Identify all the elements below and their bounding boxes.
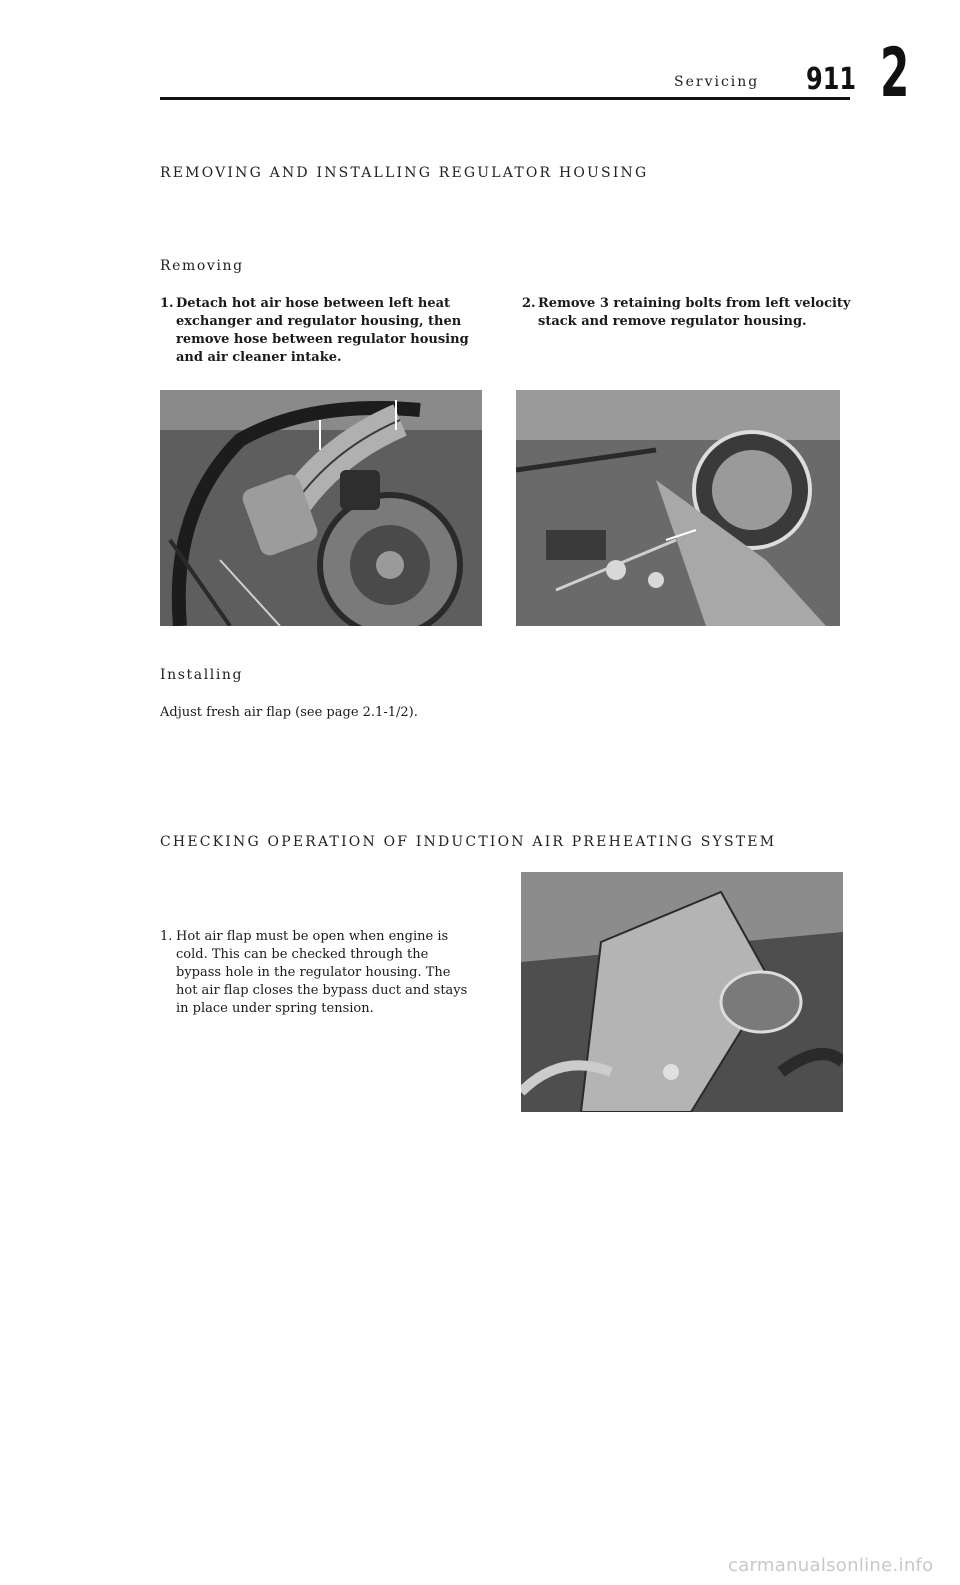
running-header-section: Servicing: [674, 74, 760, 90]
step-line: Hot air flap must be open when engine is: [176, 929, 449, 944]
installing-text: Adjust fresh air flap (see page 2.1-1/2).: [160, 705, 418, 720]
step-line: Remove 3 retaining bolts from left velocity: [538, 296, 851, 311]
photo-velocity-stack-bolts: [516, 390, 840, 626]
running-header-model: 911: [806, 62, 857, 97]
step-line: Detach hot air hose between left heat: [176, 296, 451, 311]
step-line: cold. This can be checked through the: [176, 947, 429, 962]
step-text: [176, 928, 467, 1018]
photo-hot-air-flap: [521, 872, 843, 1112]
chapter-number: 2: [880, 34, 910, 113]
step-line: in place under spring tension.: [176, 1001, 374, 1016]
subheading-installing: Installing: [160, 667, 244, 683]
section-title-regulator-housing: REMOVING AND INSTALLING REGULATOR HOUSING: [160, 165, 649, 181]
step-text: [176, 295, 469, 367]
subheading-removing: Removing: [160, 258, 244, 274]
section-title-preheating-system: CHECKING OPERATION OF INDUCTION AIR PREHEATING SYSTEM: [160, 834, 777, 850]
step-checking-1: [160, 928, 500, 1028]
step-line: stack and remove regulator housing.: [538, 314, 807, 329]
step-line: and air cleaner intake.: [176, 350, 342, 365]
step-text: [538, 295, 851, 331]
step-number: 1.: [160, 296, 174, 311]
step-number: 1.: [160, 929, 173, 944]
step-line: remove hose between regulator housing: [176, 332, 469, 347]
photo-hot-air-hose: [160, 390, 482, 626]
step-line: bypass hole in the regulator housing. The: [176, 965, 451, 980]
step-line: exchanger and regulator housing, then: [176, 314, 462, 329]
step-removing-2: [522, 295, 852, 335]
footer-watermark: carmanualsonline.info: [728, 1555, 934, 1576]
step-number: 2.: [522, 296, 536, 311]
step-line: hot air flap closes the bypass duct and stays: [176, 983, 468, 998]
header-rule: [160, 97, 850, 100]
step-removing-1: [160, 295, 480, 375]
